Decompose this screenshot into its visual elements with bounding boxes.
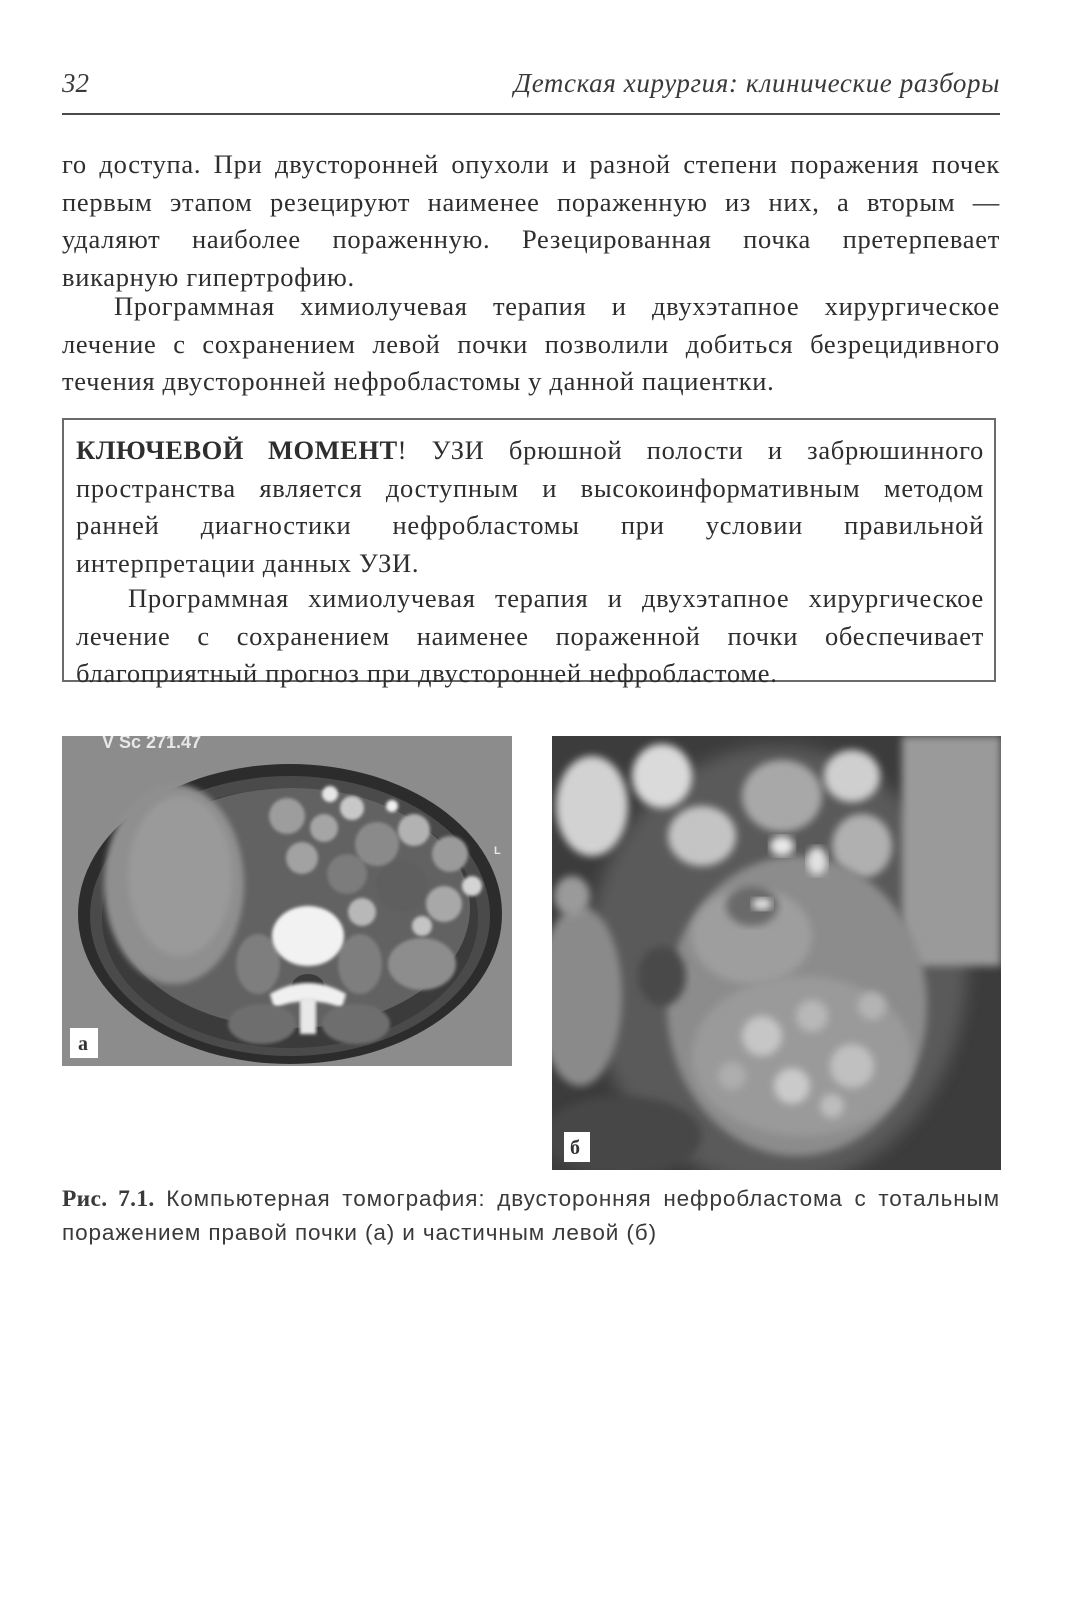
key-moment-paragraph-1 xyxy=(76,432,984,582)
body-paragraph-2: Программная химиолучевая терапия и двухэтапное хирургическое лечение с сохранением левой почки позволили добиться безрецидивного течения двусторонней нефробластомы у данной пациентки. xyxy=(62,291,1000,396)
ct-image-b xyxy=(552,736,1001,1170)
ct-image-a xyxy=(62,736,512,1066)
caption-text: Компьютерная томография: двусторонняя нефробластома с тотальным поражением правой почки (а) и частичным левой (б) xyxy=(62,1186,1000,1245)
caption-label: Рис. 7.1. xyxy=(62,1186,155,1212)
panel-b-label: б xyxy=(570,1137,580,1159)
panel-a-label: а xyxy=(78,1033,88,1055)
key-moment-lead: КЛЮЧЕВОЙ МОМЕНТ xyxy=(76,435,398,465)
book-title: Детская хирургия: клинические разборы xyxy=(513,68,1000,98)
key-moment-lead-text: ! УЗИ брюшной полости и забрюшинного пространства является доступным и высокоинформативным методом ранней диагностики нефробластомы при условии правильной интерпретации данных УЗИ. xyxy=(76,435,984,578)
body-paragraph-1: го доступа. При двусторонней опухоли и разной степени поражения почек первым этапом резецируют наименее пораженную из них, а вторым — удаляют наиболее пораженную. Резецированная почка претерпевает викарную гипертрофию. xyxy=(62,149,1000,292)
running-head xyxy=(62,64,1000,104)
header-rule xyxy=(62,113,1000,115)
figure-caption xyxy=(62,1182,1000,1249)
key-moment-paragraph-2: Программная химиолучевая терапия и двухэтапное хирургическое лечение с сохранением наименее пораженной почки обеспечивает благоприятный прогноз при двусторонней нефробластоме. xyxy=(76,583,984,688)
ct-overlay-text: V Sc 271.47 xyxy=(102,736,202,752)
key-moment-box xyxy=(62,418,996,688)
ct-side-marker: L xyxy=(494,845,501,857)
page-number: 32 xyxy=(62,68,89,98)
